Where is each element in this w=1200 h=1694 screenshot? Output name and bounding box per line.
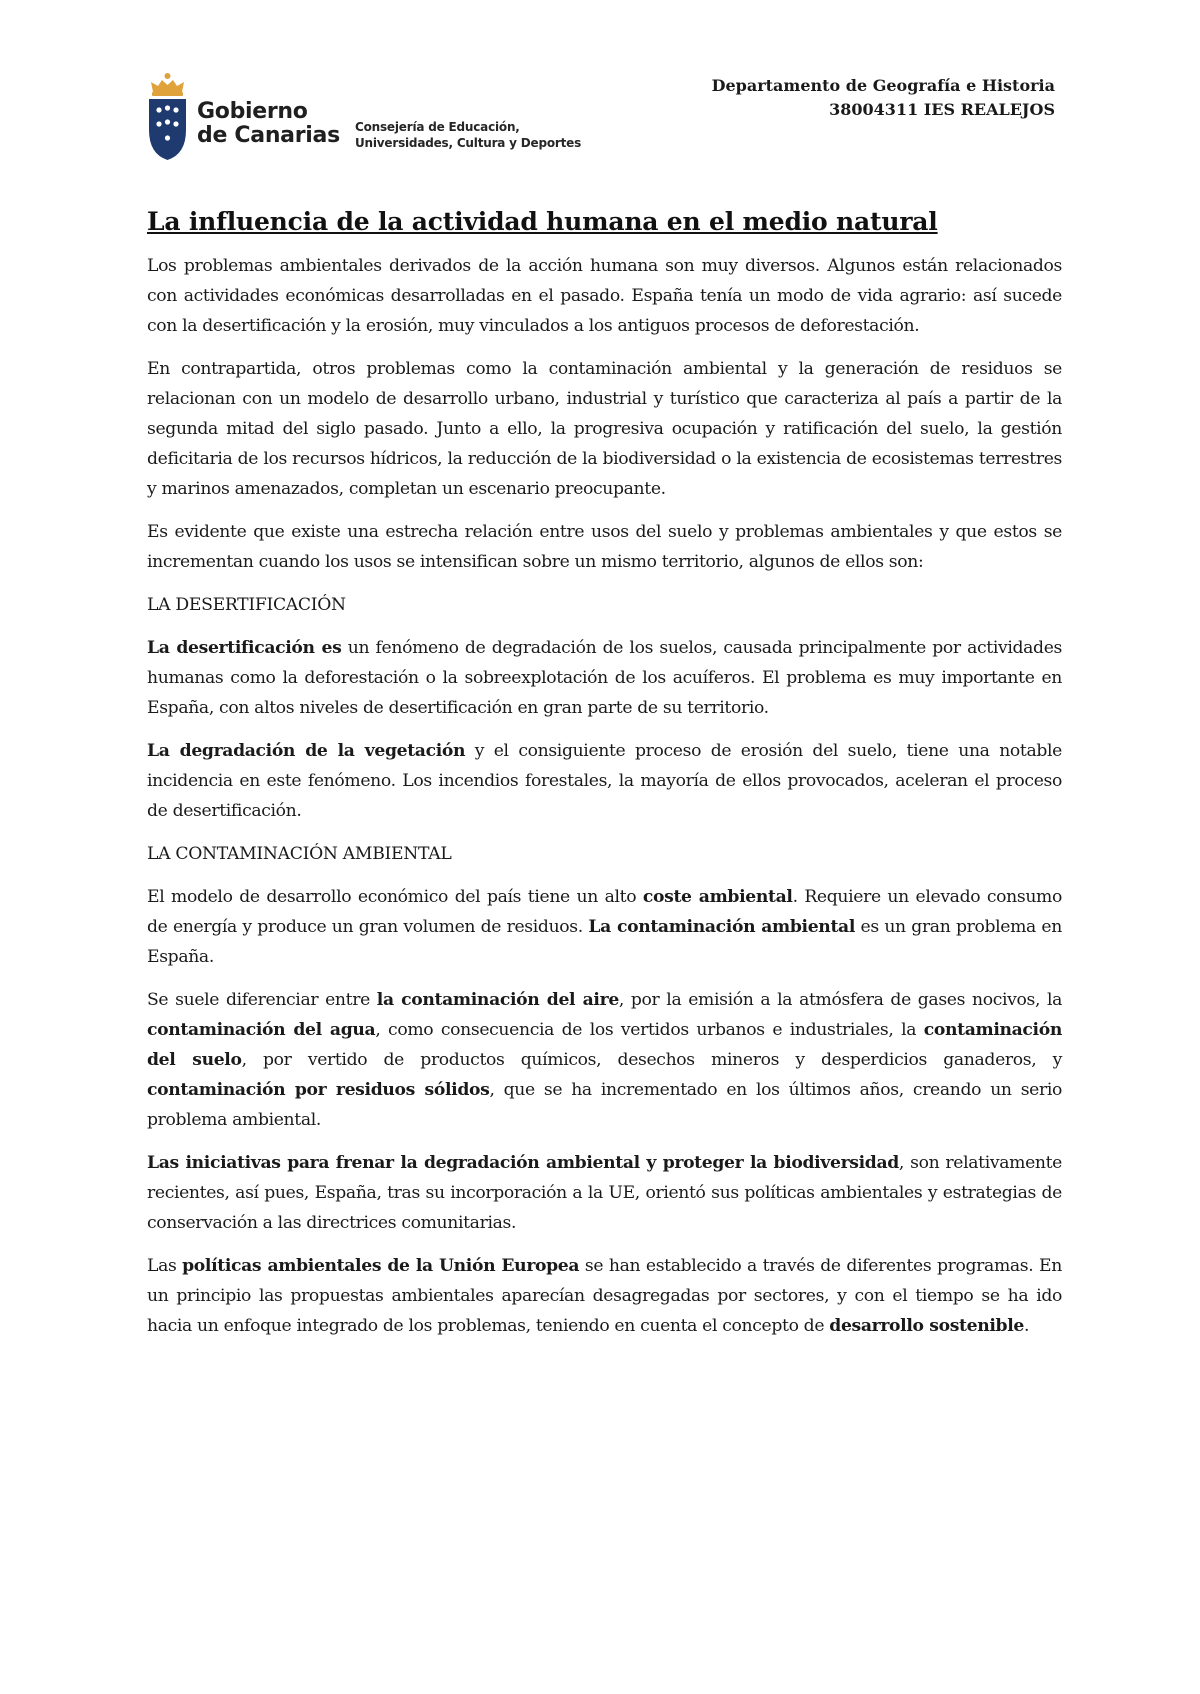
header-school-info bbox=[712, 74, 1055, 122]
paragraph-text: , por la emisión a la atmósfera de gases nocivos, la bbox=[618, 990, 1062, 1010]
bold-term: contaminación por residuos sólidos bbox=[147, 1080, 490, 1100]
paragraph-text: y el consiguiente proceso de erosión del suelo, tiene una notable incidencia en este fenómeno. Los incendios forestales, la mayoría de ellos provocados, aceleran el proceso de desertificación. bbox=[147, 741, 1062, 821]
desertification-paragraph-1 bbox=[147, 633, 1062, 723]
document-title: La influencia de la actividad humana en el medio natural bbox=[147, 207, 938, 236]
paragraph-text: se han establecido a través de diferentes programas. En un principio las propuestas ambientales aparecían desagregadas por sectores, y con el tiempo se ha ido hacia un enfoque integrado de los problemas, teniendo en cuenta el concepto de bbox=[147, 1256, 1062, 1336]
paragraph-text: , son relativamente recientes, así pues, España, tras su incorporación a la UE, orientó sus políticas ambientales y estrategias de conservación a las directrices comunitarias. bbox=[147, 1153, 1062, 1233]
logo-dept-line-2: Universidades, Cultura y Deportes bbox=[355, 136, 582, 150]
paragraph-text: es un gran problema en España. bbox=[147, 917, 1062, 967]
logo-dept-line-1: Consejería de Educación, bbox=[355, 120, 520, 134]
section-heading-desertification: LA DESERTIFICACIÓN bbox=[147, 595, 346, 615]
section-heading-contamination: LA CONTAMINACIÓN AMBIENTAL bbox=[147, 844, 452, 864]
paragraph-text: El modelo de desarrollo económico del país tiene un alto bbox=[147, 887, 643, 907]
contamination-paragraph-1 bbox=[147, 882, 1062, 972]
document-body bbox=[147, 205, 1062, 1354]
bold-term: contaminación del suelo bbox=[147, 1020, 1062, 1070]
intro-paragraph-3: Es evidente que existe una estrecha relación entre usos del suelo y problemas ambientales y que estos se incrementan cuando los usos se intensifican sobre un mismo territorio, algunos de ellos son: bbox=[147, 522, 1062, 572]
canarias-crest-icon bbox=[145, 72, 190, 162]
contamination-paragraph-4 bbox=[147, 1251, 1062, 1341]
paragraph-text: , como consecuencia de los vertidos urbanos e industriales, la bbox=[375, 1020, 924, 1040]
bold-term: políticas ambientales de la Unión Europea bbox=[182, 1256, 580, 1276]
paragraph-text: . Requiere un elevado consumo de energía y produce un gran volumen de residuos. bbox=[147, 887, 1063, 937]
paragraph-text: un fenómeno de degradación de los suelos, causada principalmente por actividades humanas como la deforestación o la sobreexplotación de los acuíferos. El problema es muy importante en España, con altos niveles de desertificación en gran parte de su territorio. bbox=[147, 638, 1062, 718]
bold-term: desarrollo sostenible bbox=[829, 1316, 1024, 1336]
gobierno-de-canarias-logo bbox=[145, 72, 595, 162]
bold-term: Las iniciativas para frenar la degradación ambiental y proteger la biodiversidad bbox=[147, 1153, 899, 1173]
contamination-paragraph-2 bbox=[147, 985, 1062, 1135]
header-school: 38004311 IES REALEJOS bbox=[829, 100, 1055, 119]
bold-term: contaminación del agua bbox=[147, 1020, 376, 1040]
bold-term: coste ambiental bbox=[642, 887, 793, 907]
intro-paragraph-1: Los problemas ambientales derivados de la acción humana son muy diversos. Algunos están relacionados con actividades económicas desarrolladas en el pasado. España tenía un modo de vida agrario: así sucede con la desertificación y la erosión, muy vinculados a los antiguos procesos de deforestación. bbox=[147, 256, 1062, 336]
paragraph-text: Las bbox=[147, 1256, 183, 1276]
intro-paragraph-2: En contrapartida, otros problemas como la contaminación ambiental y la generación de residuos se relacionan con un modelo de desarrollo urbano, industrial y turístico que caracteriza al país a partir de la segunda mitad del siglo pasado. Junto a ello, la progresiva ocupación y ratificación del suelo, la gestión deficitaria de los recursos hídricos, la reducción de la biodiversidad o la existencia de ecosistemas terrestres y marinos amenazados, completan un escenario preocupante. bbox=[147, 359, 1062, 499]
contamination-paragraph-3 bbox=[147, 1148, 1062, 1238]
page-header bbox=[145, 60, 1055, 160]
logo-org-line-2: de Canarias bbox=[197, 123, 340, 148]
logo-org-line-1: Gobierno bbox=[197, 99, 308, 124]
bold-term: La contaminación ambiental bbox=[588, 917, 856, 937]
logo-organization-name bbox=[197, 100, 340, 148]
paragraph-text: Se suele diferenciar entre bbox=[147, 990, 377, 1010]
bold-term: La degradación de la vegetación bbox=[147, 741, 466, 761]
paragraph-text: , por vertido de productos químicos, desechos mineros y desperdicios ganaderos, y bbox=[241, 1050, 1062, 1070]
bold-term: La desertificación es bbox=[147, 638, 342, 658]
logo-department-name bbox=[355, 119, 581, 151]
paragraph-text: , que se ha incrementado en los últimos años, creando un serio problema ambiental. bbox=[147, 1080, 1062, 1130]
header-department: Departamento de Geografía e Historia bbox=[711, 76, 1055, 95]
bold-term: la contaminación del aire bbox=[376, 990, 619, 1010]
desertification-paragraph-2 bbox=[147, 736, 1062, 826]
paragraph-text: . bbox=[1023, 1316, 1030, 1336]
